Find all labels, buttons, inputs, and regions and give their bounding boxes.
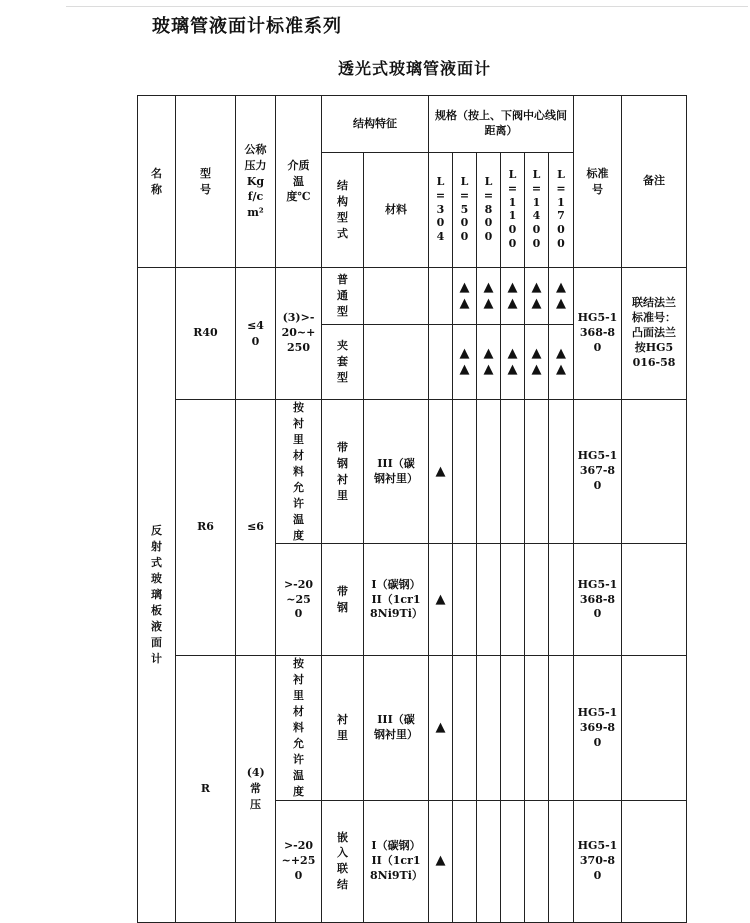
mark-cell: ▲▲ xyxy=(453,325,477,400)
header-standard-no: 标准号 xyxy=(574,96,622,268)
header-name: 名称 xyxy=(138,96,176,268)
mark-cell: ▲▲ xyxy=(453,268,477,325)
remark-cell xyxy=(622,800,687,922)
table-row xyxy=(138,400,687,544)
table-subtitle: 透光式玻璃管液面计 xyxy=(338,59,492,78)
mark-cell: ▲ xyxy=(429,656,453,800)
temperature-cell: 按衬里材料允许温度 xyxy=(276,656,322,800)
mark-cell xyxy=(453,800,477,922)
header-l-304: L=304 xyxy=(429,153,453,268)
mark-cell: ▲▲ xyxy=(525,268,549,325)
remark-cell xyxy=(622,544,687,656)
structure-type-cell: 带钢 xyxy=(322,544,364,656)
material-cell: III（碳钢衬里） xyxy=(364,400,429,544)
material-cell xyxy=(364,268,429,325)
header-row-1 xyxy=(138,96,687,153)
material-cell: III（碳钢衬里） xyxy=(364,656,429,800)
mark-cell xyxy=(453,544,477,656)
mark-cell xyxy=(477,656,501,800)
mark-cell: ▲ xyxy=(429,544,453,656)
mark-cell xyxy=(549,656,574,800)
structure-type-cell: 带钢衬里 xyxy=(322,400,364,544)
mark-cell xyxy=(429,268,453,325)
structure-type-cell: 嵌入联结 xyxy=(322,800,364,922)
standard-cell: HG5-1367-80 xyxy=(574,400,622,544)
mark-cell: ▲▲ xyxy=(525,325,549,400)
header-remarks: 备注 xyxy=(622,96,687,268)
table-row xyxy=(138,656,687,800)
remark-cell: 联结法兰标准号：凸面法兰按HG5016-58 xyxy=(622,268,687,400)
mark-cell xyxy=(525,544,549,656)
header-model: 型号 xyxy=(176,96,236,268)
mark-cell: ▲ xyxy=(429,800,453,922)
pressure-cell: (4)常压 xyxy=(236,656,276,922)
model-cell: R6 xyxy=(176,400,236,656)
mark-cell xyxy=(429,325,453,400)
mark-cell xyxy=(477,544,501,656)
header-l-1100: L=1100 xyxy=(501,153,525,268)
mark-cell xyxy=(549,544,574,656)
mark-cell: ▲▲ xyxy=(501,268,525,325)
header-l-1400: L=1400 xyxy=(525,153,549,268)
mark-cell xyxy=(453,656,477,800)
table-row xyxy=(138,268,687,325)
remark-cell xyxy=(622,400,687,544)
top-rule xyxy=(66,6,748,7)
category-name: 反射式玻璃板液面计 xyxy=(138,268,176,923)
standard-cell: HG5-1368-80 xyxy=(574,268,622,400)
mark-cell xyxy=(525,400,549,544)
mark-cell xyxy=(525,800,549,922)
mark-cell: ▲▲ xyxy=(501,325,525,400)
mark-cell xyxy=(525,656,549,800)
mark-cell: ▲▲ xyxy=(477,268,501,325)
pressure-cell: ≤6 xyxy=(236,400,276,656)
header-material: 材料 xyxy=(364,153,429,268)
model-cell: R xyxy=(176,656,236,922)
mark-cell xyxy=(501,800,525,922)
mark-cell xyxy=(477,800,501,922)
structure-type-cell: 普通型 xyxy=(322,268,364,325)
standard-cell: HG5-1368-80 xyxy=(574,544,622,656)
header-l-800: L=800 xyxy=(477,153,501,268)
remark-cell xyxy=(622,656,687,800)
material-cell: I（碳钢）II（1cr18Ni9Ti） xyxy=(364,800,429,922)
material-cell: I（碳钢）II（1cr18Ni9Ti） xyxy=(364,544,429,656)
temperature-cell: >-20~+250 xyxy=(276,800,322,922)
temperature-cell: (3)>-20~+250 xyxy=(276,268,322,400)
temperature-cell: 按衬里材料允许温度 xyxy=(276,400,322,544)
structure-type-cell: 夹套型 xyxy=(322,325,364,400)
temperature-cell: >-20~250 xyxy=(276,544,322,656)
pressure-cell: ≤40 xyxy=(236,268,276,400)
mark-cell xyxy=(549,400,574,544)
mark-cell xyxy=(501,544,525,656)
document-title: 玻璃管液面计标准系列 xyxy=(152,16,342,37)
header-l-500: L=500 xyxy=(453,153,477,268)
mark-cell xyxy=(501,400,525,544)
header-pressure: 公称压力Kgf/cm² xyxy=(236,96,276,268)
header-spec: 规格（按上、下阀中心线间距离） xyxy=(429,96,574,153)
standard-cell: HG5-1369-80 xyxy=(574,656,622,800)
header-l-1700: L=1700 xyxy=(549,153,574,268)
header-temperature: 介质温度℃ xyxy=(276,96,322,268)
spec-table xyxy=(137,95,687,923)
mark-cell: ▲▲ xyxy=(549,325,574,400)
mark-cell xyxy=(549,800,574,922)
material-cell xyxy=(364,325,429,400)
model-cell: R40 xyxy=(176,268,236,400)
mark-cell xyxy=(453,400,477,544)
mark-cell xyxy=(477,400,501,544)
mark-cell: ▲▲ xyxy=(549,268,574,325)
standard-cell: HG5-1370-80 xyxy=(574,800,622,922)
mark-cell: ▲▲ xyxy=(477,325,501,400)
mark-cell xyxy=(501,656,525,800)
header-structure: 结构特征 xyxy=(322,96,429,153)
mark-cell: ▲ xyxy=(429,400,453,544)
structure-type-cell: 衬里 xyxy=(322,656,364,800)
header-structure-type: 结构型式 xyxy=(322,153,364,268)
